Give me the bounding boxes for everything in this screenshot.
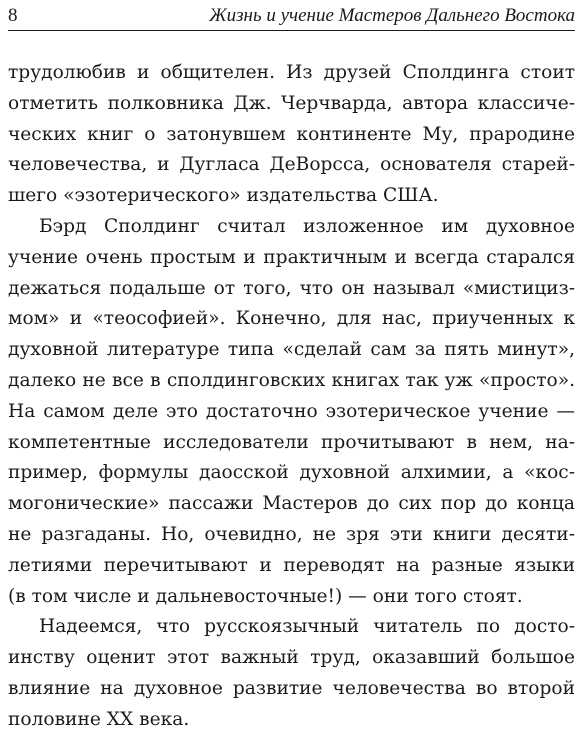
text-line: духовной литературе типа «сделай сам за пять минут», bbox=[8, 339, 575, 361]
paragraph-1 bbox=[8, 58, 575, 212]
running-title: Жизнь и учение Мастеров Дальнего Востока bbox=[209, 5, 575, 26]
text-line: человечества, и Дугласа ДеВорсса, основателя старей- bbox=[8, 154, 575, 176]
text-line: половине XX века. bbox=[8, 708, 190, 730]
text-line: учение очень простым и практичным и всегда старался bbox=[8, 246, 575, 268]
text-line: пример, формулы даосской духовной алхимии, а «кос- bbox=[8, 462, 575, 484]
text-line: могонические» пассажи Мастеров до сих пор до конца bbox=[8, 493, 575, 515]
text-line: На самом деле это достаточно эзотерическое учение — bbox=[8, 400, 575, 422]
body-text bbox=[8, 58, 575, 736]
text-line: мом» и «теософией». Конечно, для нас, приученных к bbox=[8, 308, 575, 330]
text-line: далеко не все в сполдинговских книгах так уж «просто». bbox=[8, 369, 575, 391]
text-line: дежаться подальше от того, что он называл «мистициз- bbox=[8, 277, 575, 299]
text-line: компетентные исследователи прочитывают в нем, на- bbox=[8, 431, 575, 453]
paragraph-2 bbox=[8, 212, 575, 612]
page-header bbox=[8, 2, 575, 31]
text-line: инству оценит этот важный труд, оказавший большое bbox=[8, 647, 575, 669]
text-line: Бэрд Сполдинг считал изложенное им духовное bbox=[39, 215, 575, 237]
text-line: шего «эзотерического» издательства США. bbox=[8, 185, 439, 207]
text-line: не разгаданы. Но, очевидно, не зря эти книги десяти- bbox=[8, 523, 575, 545]
paragraph-3 bbox=[8, 612, 575, 735]
text-line: трудолюбив и общителен. Из друзей Сполдинга стоит bbox=[8, 62, 575, 83]
text-line: (в том числе и дальневосточные!) — они того стоят. bbox=[8, 585, 523, 607]
text-line: ческих книг о затонувшем континенте Му, прародине bbox=[8, 123, 575, 145]
text-line: Надеемся, что русскоязычный читатель по досто- bbox=[39, 616, 575, 638]
text-line: летиями перечитывают и переводят на разные языки bbox=[8, 554, 575, 576]
page-number: 8 bbox=[8, 5, 18, 26]
text-line: отметить полковника Дж. Черчварда, автора классиче- bbox=[8, 92, 575, 114]
text-line: влияние на духовное развитие человечества во второй bbox=[8, 677, 575, 699]
